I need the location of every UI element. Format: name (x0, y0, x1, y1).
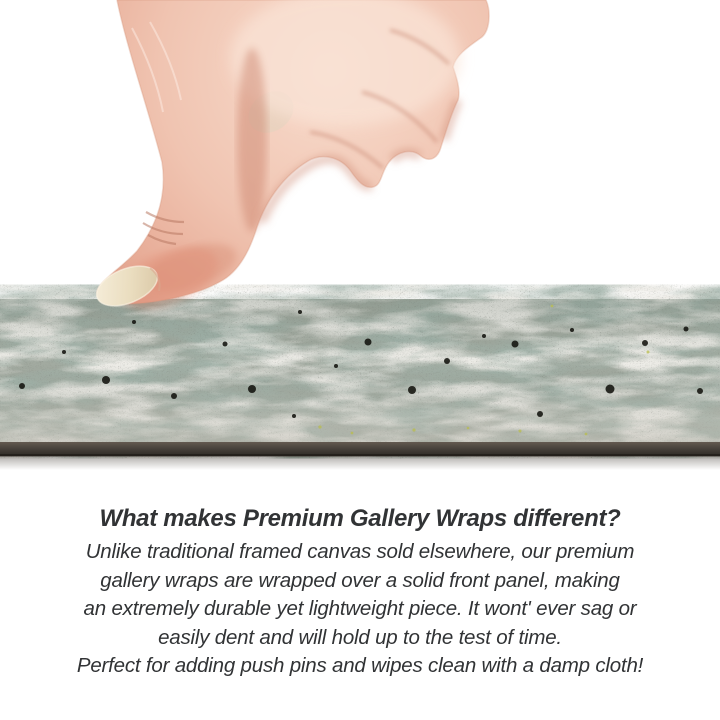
speckle (570, 328, 574, 332)
speckle (19, 383, 25, 389)
thumb-fold-shadow (237, 48, 267, 232)
speckle (248, 385, 256, 393)
speckle (684, 327, 689, 332)
canvas-strip (0, 299, 720, 470)
fleck (519, 430, 522, 433)
fleck (551, 305, 554, 308)
speckle (102, 376, 110, 384)
speckle (132, 320, 136, 324)
speckle (642, 340, 648, 346)
speckle (62, 350, 66, 354)
speckle (223, 342, 228, 347)
canvas-drop-shadow (0, 456, 720, 470)
speckle (444, 358, 450, 364)
hand-photo (91, 0, 489, 322)
body-line-5: Perfect for adding push pins and wipes clean with a damp cloth! (76, 654, 644, 677)
speckle (298, 310, 302, 314)
speckle (365, 339, 372, 346)
fleck (351, 432, 354, 435)
body-line-3: an extremely durable yet lightweight piece. It wont' ever sag or (83, 597, 637, 620)
fleck (318, 425, 321, 428)
canvas-fold-edge (0, 442, 720, 456)
speckle (171, 393, 177, 399)
fleck (585, 433, 588, 436)
body-line-2: gallery wraps are wrapped over a solid front panel, making (100, 568, 620, 592)
speckle (292, 414, 296, 418)
fleck (412, 428, 415, 431)
speckle (606, 385, 615, 394)
body-line-1: Unlike traditional framed canvas sold elsewhere, our premium (85, 540, 635, 563)
speckle (482, 334, 486, 338)
headline: What makes Premium Gallery Wraps different? (99, 505, 621, 532)
speckle (408, 386, 416, 394)
speckle (334, 364, 338, 368)
canvas-tone (0, 299, 720, 444)
speckle (537, 411, 543, 417)
description-block (0, 503, 720, 681)
body-line-4: easily dent and will hold up to the test of time. (158, 625, 562, 649)
speckle (697, 388, 703, 394)
fleck (467, 427, 470, 430)
speckle (512, 341, 519, 348)
fleck (647, 351, 650, 354)
